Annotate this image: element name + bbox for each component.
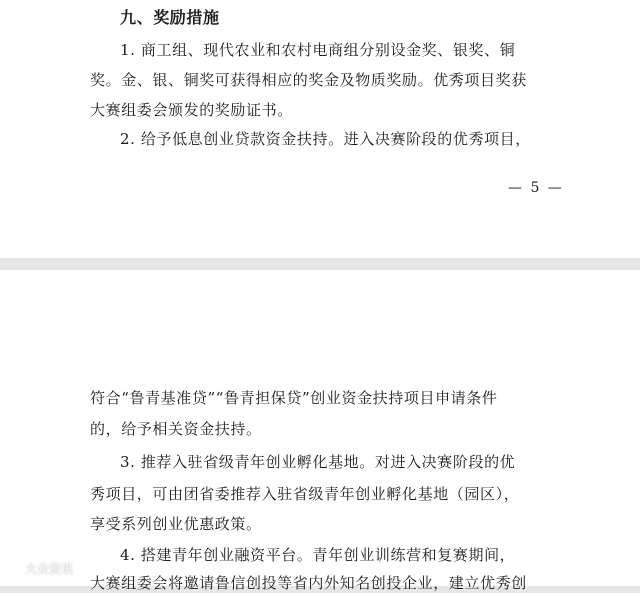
- body-line: 奖。金、银、铜奖可获得相应的奖金及物质奖励。优秀项目奖获: [90, 71, 527, 89]
- page-number: — 5 —: [508, 180, 564, 196]
- body-line: 符合“鲁青基准贷”“鲁青担保贷”创业资金扶持项目申请条件: [90, 389, 498, 407]
- document-page-5: [0, 0, 640, 258]
- watermark-text: 大众资讯: [25, 562, 74, 576]
- weibo-logo-icon: [6, 562, 22, 576]
- body-line: 4. 搭建青年创业融资平台。青年创业训练营和复赛期间，: [120, 546, 516, 564]
- body-line: 3. 推荐入驻省级青年创业孵化基地。对进入决赛阶段的优: [120, 453, 516, 471]
- document-page-6: [0, 270, 640, 592]
- body-line: 2. 给予低息创业贷款资金扶持。进入决赛阶段的优秀项目，: [120, 130, 531, 148]
- body-line: 的，给予相关资金扶持。: [90, 420, 262, 438]
- section-heading: 九、奖励措施: [120, 8, 220, 27]
- body-line: 享受系列创业优惠政策。: [90, 515, 262, 533]
- watermark: [6, 560, 73, 577]
- body-line: 大赛组委会将邀请鲁信创投等省内外知名创投企业，建立优秀创: [90, 574, 527, 592]
- body-line: 秀项目，可由团省委推荐入驻省级青年创业孵化基地（园区），: [90, 485, 520, 503]
- body-line: 大赛组委会颁发的奖励证书。: [90, 101, 293, 119]
- body-line: 1. 商工组、现代农业和农村电商组分别设金奖、银奖、铜: [120, 41, 516, 59]
